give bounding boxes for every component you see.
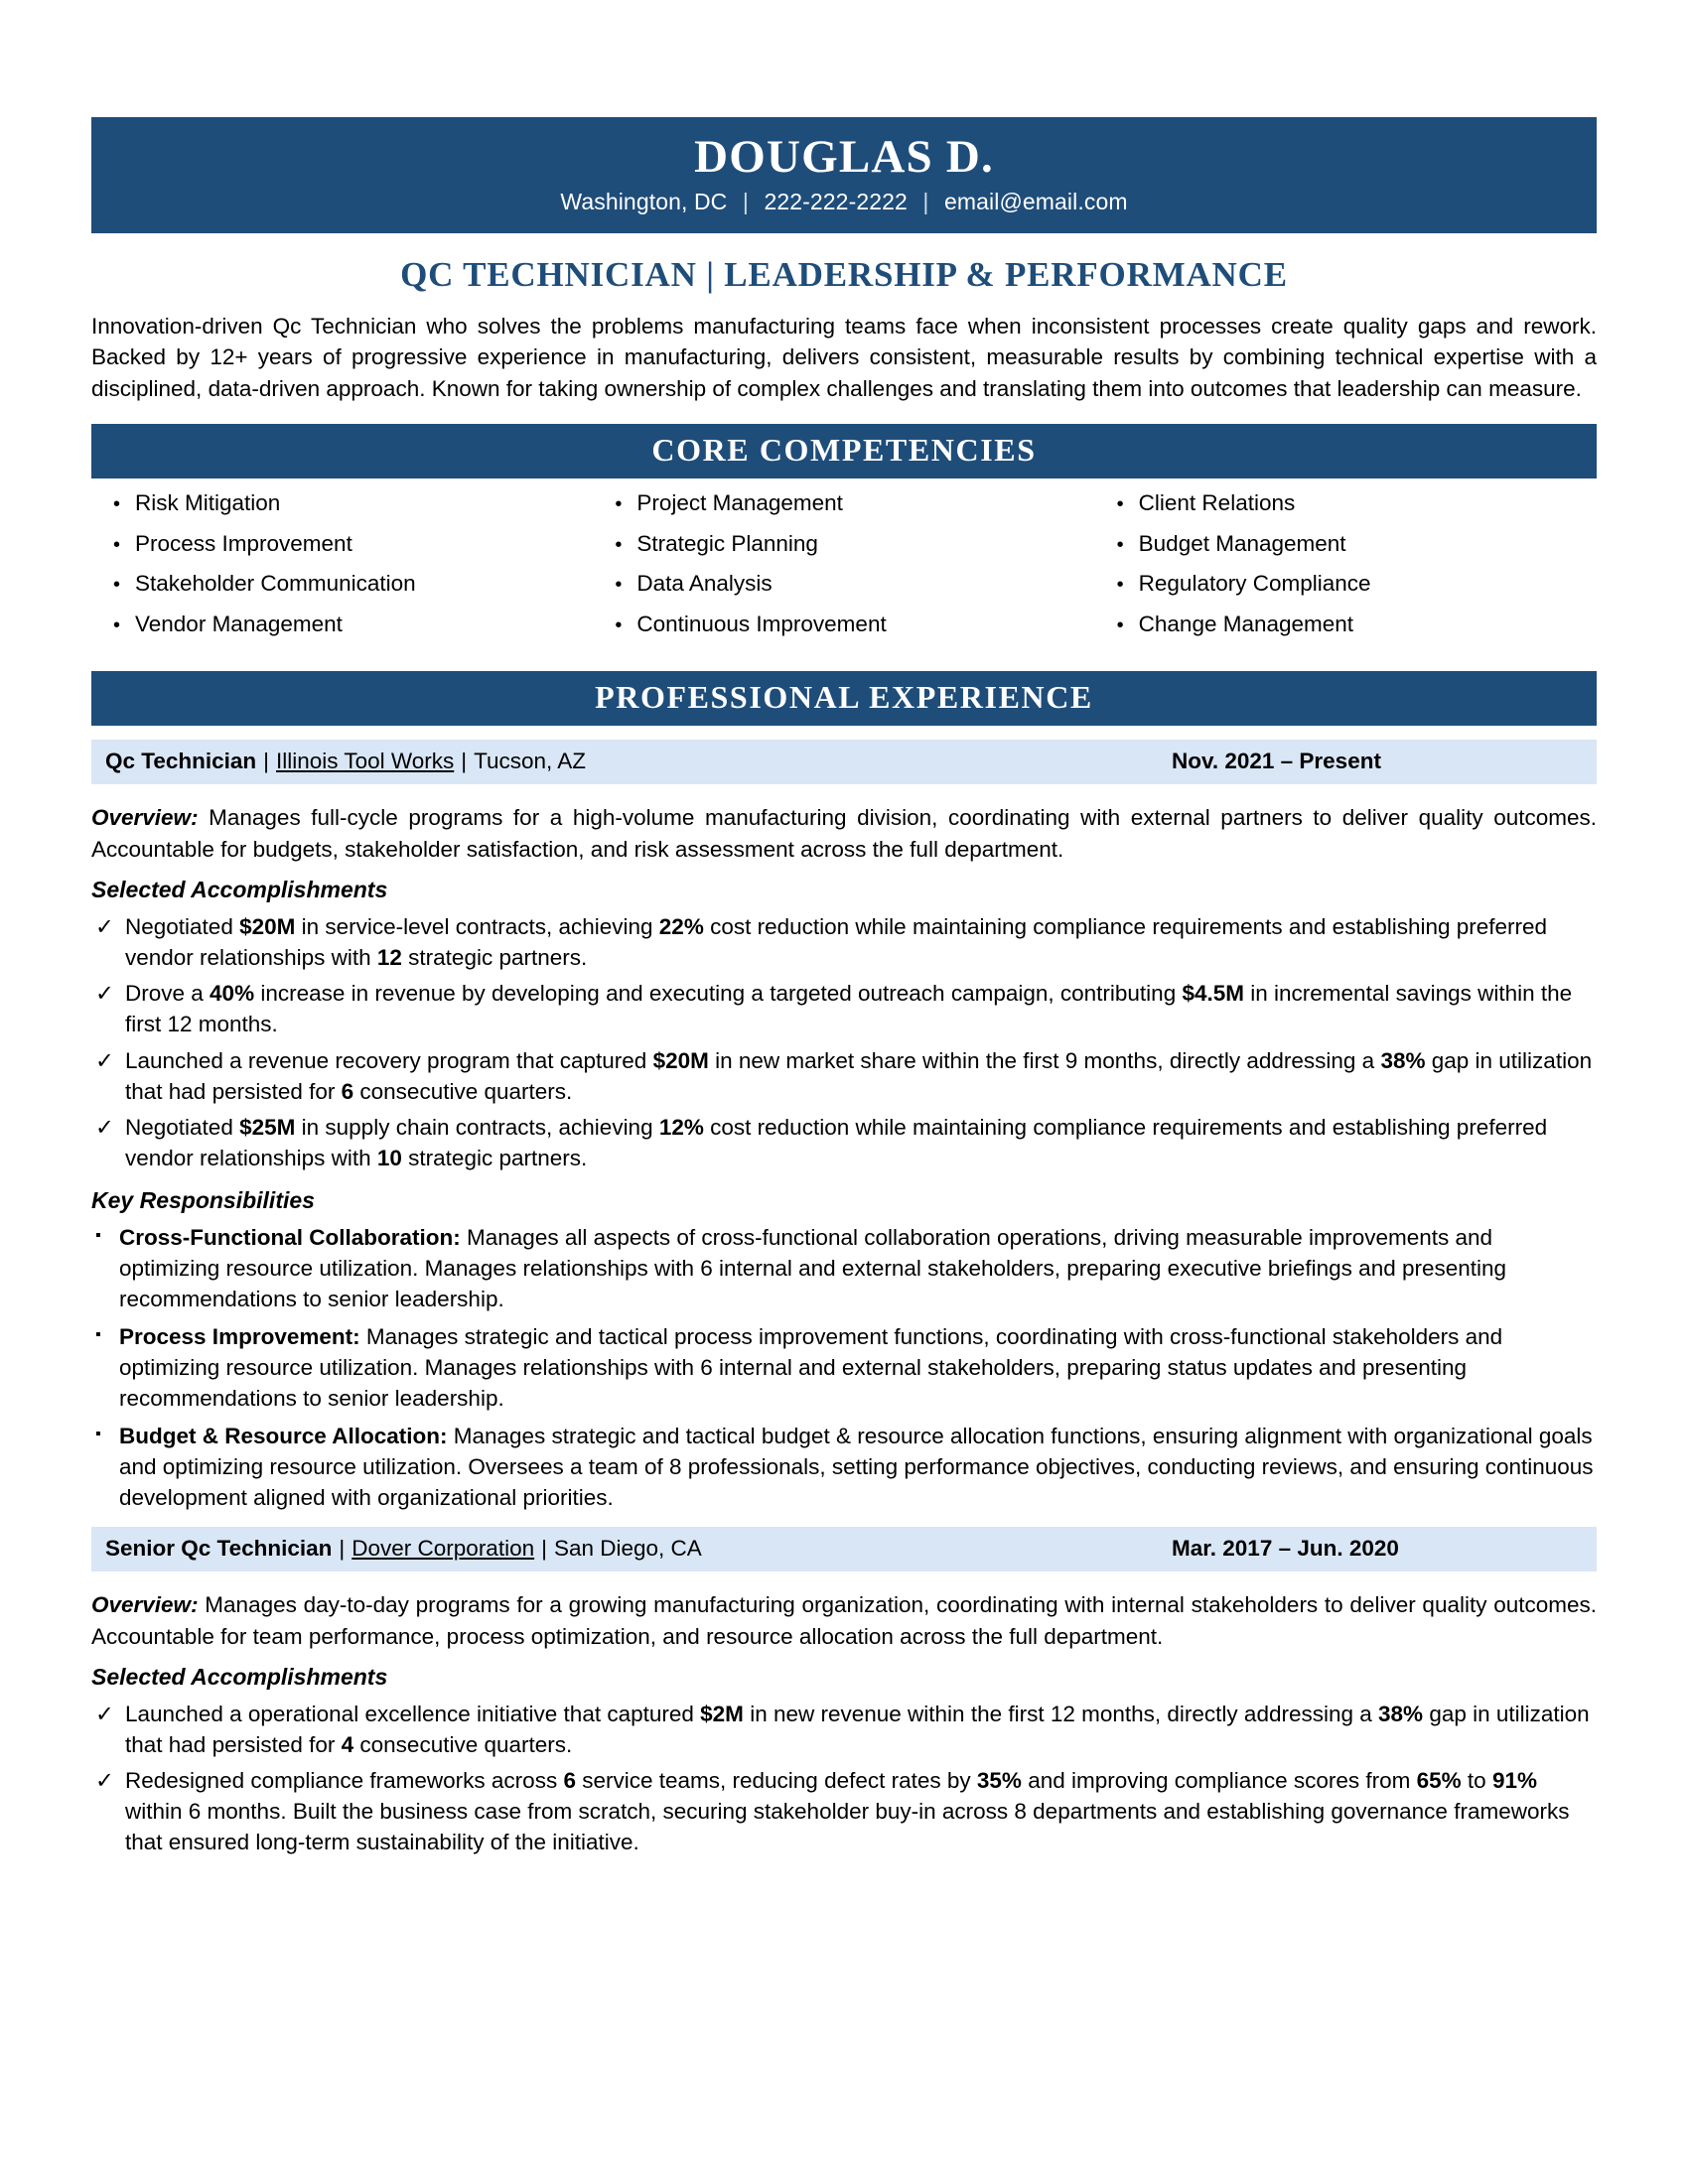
job-overview-text: Manages day-to-day programs for a growing manufacturing organization, coordinating with internal stakeholders to deliver quality outcomes. Accountable for team performance, process optimization, and resource allocation across the full department. — [91, 1592, 1597, 1649]
bullet-dot-icon: • — [113, 574, 121, 597]
competency-label: Vendor Management — [135, 611, 343, 636]
competency-label: Project Management — [636, 490, 843, 516]
competency-label: Stakeholder Communication — [135, 571, 416, 597]
bullet-dot-icon: • — [615, 614, 623, 636]
job-company[interactable]: Illinois Tool Works — [276, 749, 455, 774]
competency-item — [1117, 492, 1597, 515]
checkmark-icon: ✓ — [95, 981, 114, 1007]
bullet-dot-icon: • — [113, 614, 121, 636]
competency-item — [615, 573, 1094, 596]
section-header-professional-experience — [91, 671, 1597, 726]
accomplishment-text: Negotiated $20M in service-level contracts, achieving 22% cost reduction while maintaining compliance requirements and establishing preferred vendor relationships with 12 strategic partners. — [125, 914, 1548, 971]
contact-phone[interactable]: 222-222-2222 — [764, 188, 908, 214]
contact-separator-1: | — [742, 188, 749, 214]
contact-location: Washington, DC — [560, 188, 728, 214]
job-overview — [91, 802, 1597, 865]
competency-label: Budget Management — [1138, 530, 1346, 556]
competency-label: Continuous Improvement — [636, 611, 887, 636]
square-bullet-icon: ▪ — [95, 1226, 101, 1244]
checkmark-icon: ✓ — [95, 1768, 114, 1794]
competency-item — [1116, 611, 1597, 636]
competency-item — [113, 530, 593, 556]
bullet-dot-icon: • — [113, 493, 121, 516]
accomplishment-text: Launched a operational excellence initiative that captured $2M in new revenue within the first 12 months, directly addressing a 38% gap in utilization that had persisted for 4 consecutive quarters. — [125, 1702, 1590, 1758]
accomplishment-text: Drove a 40% increase in revenue by developing and executing a targeted outreach campaign, contributing $4.5M in incremental savings within the first 12 months. — [125, 981, 1573, 1037]
accomplishment-item — [91, 1045, 1597, 1107]
bullet-dot-icon: • — [1116, 614, 1124, 636]
competency-item — [1116, 530, 1597, 556]
section-header-core-competencies — [91, 424, 1597, 478]
accomplishments-subheading: Selected Accomplishments — [91, 1664, 388, 1691]
job-identity — [105, 1536, 1156, 1562]
contact-separator-2: | — [922, 188, 929, 214]
accomplishment-item — [91, 1112, 1597, 1173]
responsibility-item — [91, 1222, 1597, 1314]
experience-list — [91, 740, 1597, 1857]
accomplishment-text: Redesigned compliance frameworks across 6 service teams, reducing defect rates by 35% and improving compliance scores from 65% to 91% within 6 months. Built the business case from scratch, securing stakeholder buy-in across 8 departments and establishing governance frameworks that ensured long-term sustainability of the initiative. — [125, 1768, 1570, 1855]
checkmark-icon: ✓ — [95, 1702, 114, 1727]
page-title: DOUGLAS D. — [694, 131, 994, 183]
job-overview-label: Overview: — [91, 1592, 199, 1618]
professional-summary: Innovation-driven Qc Technician who solves the problems manufacturing teams face when inconsistent processes create quality gaps and rework. Backed by 12+ years of progressive experience in manufacturing, delivers consistent, measurable results by combining technical expertise with a disciplined, data-driven approach. Known for taking ownership of complex challenges and translating them into outcomes that leadership can measure. — [91, 313, 1597, 401]
accomplishment-item — [91, 978, 1597, 1039]
competency-label: Client Relations — [1138, 490, 1296, 516]
job-overview — [91, 1589, 1597, 1652]
header-banner — [91, 117, 1597, 233]
bullet-dot-icon: • — [113, 533, 121, 556]
accomplishments-list — [91, 911, 1597, 1172]
job-dates: Mar. 2017 – Jun. 2020 — [1172, 1536, 1399, 1562]
job-separator: | — [461, 749, 468, 774]
responsibility-text: Process Improvement: Manages strategic and tactical process improvement functions, coordinating with cross-functional stakeholders and optimizing resource utilization. Manages relationships with 6 internal and external stakeholders, preparing status updates and presenting recommendations to senior leadership. — [119, 1323, 1503, 1411]
section-title: CORE COMPETENCIES — [651, 432, 1037, 469]
job-separator: | — [263, 749, 269, 774]
job-company[interactable]: Dover Corporation — [352, 1536, 535, 1562]
competency-item — [113, 492, 593, 515]
contact-line — [91, 189, 1597, 215]
responsibilities-list — [91, 1222, 1597, 1513]
job-identity — [105, 749, 1156, 774]
accomplishments-list — [91, 1699, 1597, 1857]
accomplishments-subheading: Selected Accomplishments — [91, 877, 388, 903]
core-competencies-grid — [91, 492, 1597, 653]
core-competencies-column — [91, 492, 593, 653]
competency-item — [615, 530, 1094, 556]
accomplishment-item — [91, 1699, 1597, 1760]
experience-entry-header — [91, 740, 1597, 784]
job-overview-label: Overview: — [91, 805, 199, 831]
competency-item — [113, 573, 593, 596]
accomplishment-text: Negotiated $25M in supply chain contracts, achieving 12% cost reduction while maintaining compliance requirements and establishing preferred vendor relationships with 10 strategic partners. — [125, 1114, 1548, 1170]
responsibility-text: Budget & Resource Allocation: Manages strategic and tactical budget & resource allocation functions, ensuring alignment with organizational goals and optimizing resource utilization. Oversees a team of 8 professionals, setting performance objectives, conducting reviews, and ensuring continuous development aligned with organizational priorities. — [119, 1423, 1594, 1511]
bullet-dot-icon: • — [1116, 574, 1124, 597]
responsibility-item — [91, 1421, 1597, 1513]
competency-item — [615, 611, 1094, 636]
experience-entry — [91, 740, 1597, 1513]
bullet-dot-icon: • — [615, 574, 623, 597]
experience-entry — [91, 1527, 1597, 1857]
competency-label: Strategic Planning — [636, 530, 818, 556]
accomplishment-item — [91, 911, 1597, 973]
accomplishment-item — [91, 1765, 1597, 1857]
checkmark-icon: ✓ — [95, 1114, 114, 1140]
square-bullet-icon: ▪ — [95, 1325, 101, 1343]
competency-item — [615, 492, 1094, 515]
responsibility-item — [91, 1321, 1597, 1414]
checkmark-icon: ✓ — [95, 914, 114, 940]
job-location: San Diego, CA — [553, 1536, 702, 1562]
competency-label: Regulatory Compliance — [1138, 571, 1371, 597]
core-competencies-column — [1095, 492, 1597, 653]
checkmark-icon: ✓ — [95, 1047, 114, 1073]
section-title: PROFESSIONAL EXPERIENCE — [595, 679, 1093, 716]
headline-tagline: QC TECHNICIAN | LEADERSHIP & PERFORMANCE — [400, 254, 1288, 294]
accomplishment-text: Launched a revenue recovery program that captured $20M in new market share within the first 9 months, directly addressing a 38% gap in utilization that had persisted for 6 consecutive quarters. — [125, 1047, 1593, 1104]
job-dates: Nov. 2021 – Present — [1172, 749, 1381, 774]
job-location: Tucson, AZ — [474, 749, 587, 774]
job-title: Senior Qc Technician — [105, 1536, 333, 1562]
job-overview-text: Manages full-cycle programs for a high-volume manufacturing division, coordinating with external partners to deliver quality outcomes. Accountable for budgets, stakeholder satisfaction, and risk assessment across the full department. — [91, 805, 1597, 862]
responsibility-text: Cross-Functional Collaboration: Manages all aspects of cross-functional collaboration operations, driving measurable improvements and optimizing resource utilization. Manages relationships with 6 internal and external stakeholders, preparing executive briefings and presenting recommendations to senior leadership. — [119, 1224, 1507, 1311]
bullet-dot-icon: • — [615, 533, 623, 556]
job-title: Qc Technician — [105, 749, 257, 774]
competency-label: Change Management — [1138, 611, 1354, 636]
core-competencies-column — [593, 492, 1094, 653]
bullet-dot-icon: • — [615, 493, 623, 516]
experience-entry-header — [91, 1527, 1597, 1571]
square-bullet-icon: ▪ — [95, 1425, 101, 1442]
responsibilities-subheading: Key Responsibilities — [91, 1186, 315, 1213]
contact-email[interactable]: email@email.com — [943, 188, 1128, 214]
competency-item — [1117, 573, 1597, 596]
competency-label: Risk Mitigation — [135, 490, 281, 516]
competency-item — [113, 611, 593, 636]
competency-label: Data Analysis — [636, 571, 773, 597]
competency-label: Process Improvement — [135, 530, 352, 556]
job-separator: | — [541, 1536, 547, 1562]
job-separator: | — [339, 1536, 346, 1562]
bullet-dot-icon: • — [1116, 493, 1124, 516]
bullet-dot-icon: • — [1116, 533, 1124, 556]
